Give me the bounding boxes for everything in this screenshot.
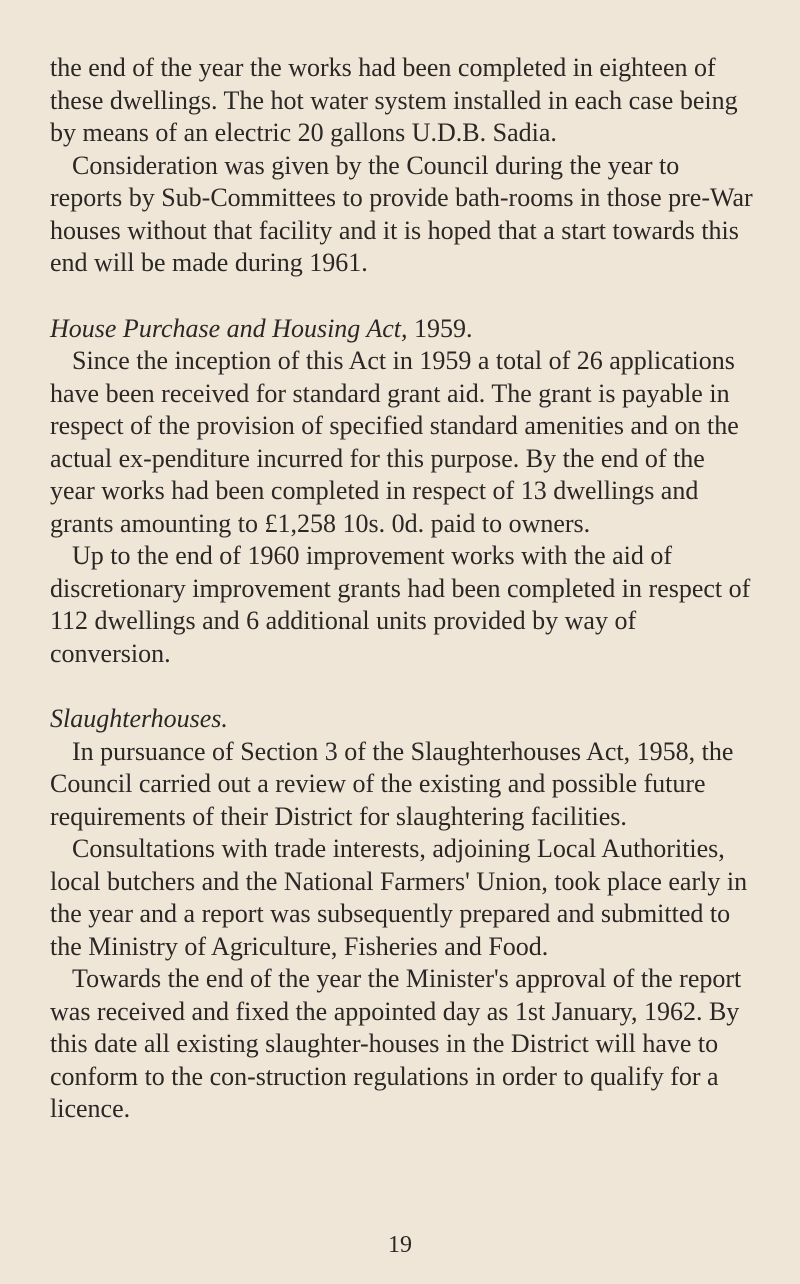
slaughterhouses-paragraph-2: Consultations with trade interests, adjoining Local Authorities, local butchers and the National Farmers' Union, took place early in the year and a report was subsequently prepared and submitted to the Ministry of Agriculture, Fisheries and Food. xyxy=(50,834,748,961)
intro-paragraph-1: the end of the year the works had been completed in eighteen of these dwellings. The hot water system installed in each case being by means of an electric 20 gallons U.D.B. Sadia. xyxy=(50,53,738,147)
house-purchase-heading-year: 1959. xyxy=(413,313,473,343)
page-number: 19 xyxy=(388,1232,412,1258)
document-page xyxy=(50,52,755,1126)
slaughterhouses-paragraph-3: Towards the end of the year the Minister's approval of the report was received and fixed the appointed day as 1st January, 1962. By this date all existing slaughter-houses in the District will have to conform to the con-struction regulations in order to qualify for a licence. xyxy=(50,964,742,1123)
intro-paragraph-2: Consideration was given by the Council during the year to reports by Sub-Committees to provide bath-rooms in those pre-War houses without that facility and it is hoped that a start towards this end will be made during 1961. xyxy=(50,150,753,277)
slaughterhouses-heading: Slaughterhouses. xyxy=(50,704,228,733)
house-purchase-paragraph-2: Up to the end of 1960 improvement works with the aid of discretionary improvement grants had been completed in respect of 112 dwellings and 6 additional units provided by way of conversion. xyxy=(50,541,751,668)
house-purchase-heading xyxy=(50,313,755,346)
house-purchase-paragraph-1: Since the inception of this Act in 1959 a total of 26 applications have been received for standard grant aid. The grant is payable in respect of the provision of specified standard amenities and on the actual ex-penditure incurred for this purpose. By the end of the year works had been completed in respect of 13 dwellings and grants amounting to £1,258 10s. 0d. paid to owners. xyxy=(50,346,739,538)
section-gap xyxy=(50,280,755,313)
slaughterhouses-paragraph-1: In pursuance of Section 3 of the Slaughterhouses Act, 1958, the Council carried out a review of the existing and possible future requirements of their District for slaughtering facilities. xyxy=(50,736,734,831)
section-gap xyxy=(50,670,755,703)
house-purchase-heading-title: House Purchase and Housing Act, xyxy=(50,313,408,343)
